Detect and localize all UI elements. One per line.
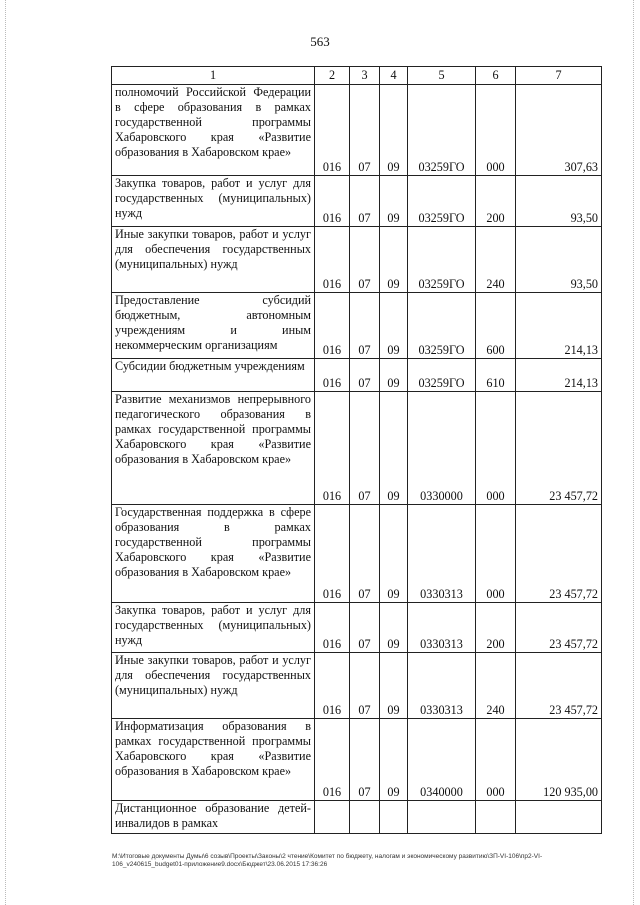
column-number-row — [112, 67, 602, 85]
amount-cell: 214,13 — [516, 293, 602, 359]
admin-code-cell — [315, 801, 350, 834]
section-cell: 07 — [350, 85, 380, 176]
section-cell: 07 — [350, 176, 380, 227]
row-name-cell: Предоставление субсидий бюджетным, автономным учреждениям и иным некоммерческим организациям — [112, 293, 315, 359]
admin-code-cell: 016 — [315, 392, 350, 505]
right-margin-line — [633, 0, 634, 905]
expense-type-cell: 200 — [476, 176, 516, 227]
expense-type-cell: 000 — [476, 505, 516, 603]
expense-type-cell: 000 — [476, 719, 516, 801]
admin-code-cell: 016 — [315, 719, 350, 801]
table-body — [112, 85, 602, 834]
amount-cell: 214,13 — [516, 359, 602, 392]
section-cell: 07 — [350, 359, 380, 392]
column-number: 5 — [408, 67, 476, 85]
column-number: 6 — [476, 67, 516, 85]
expense-type-cell: 200 — [476, 603, 516, 653]
column-number: 1 — [112, 67, 315, 85]
admin-code-cell: 016 — [315, 227, 350, 293]
table-row — [112, 505, 602, 603]
amount-cell: 23 457,72 — [516, 392, 602, 505]
section-cell: 07 — [350, 392, 380, 505]
section-cell: 07 — [350, 505, 380, 603]
table-row — [112, 293, 602, 359]
table-row — [112, 392, 602, 505]
target-article-cell: 03259ГО — [408, 359, 476, 392]
expense-type-cell: 610 — [476, 359, 516, 392]
section-cell: 07 — [350, 719, 380, 801]
admin-code-cell: 016 — [315, 85, 350, 176]
table-row — [112, 801, 602, 834]
expense-type-cell: 000 — [476, 392, 516, 505]
target-article-cell: 03259ГО — [408, 85, 476, 176]
section-cell: 07 — [350, 603, 380, 653]
table-row — [112, 603, 602, 653]
table-row — [112, 719, 602, 801]
row-name-cell: Иные закупки товаров, работ и услуг для обеспечения государственных (муниципальных) нужд — [112, 653, 315, 719]
left-margin-line — [5, 0, 6, 905]
amount-cell: 93,50 — [516, 227, 602, 293]
table-row — [112, 359, 602, 392]
amount-cell: 307,63 — [516, 85, 602, 176]
subsection-cell: 09 — [380, 359, 408, 392]
budget-table — [111, 66, 602, 834]
amount-cell: 23 457,72 — [516, 603, 602, 653]
column-number: 3 — [350, 67, 380, 85]
subsection-cell: 09 — [380, 603, 408, 653]
target-article-cell: 0330313 — [408, 603, 476, 653]
admin-code-cell: 016 — [315, 603, 350, 653]
row-name-cell: Закупка товаров, работ и услуг для государственных (муниципальных) нужд — [112, 603, 315, 653]
subsection-cell — [380, 801, 408, 834]
admin-code-cell: 016 — [315, 653, 350, 719]
subsection-cell: 09 — [380, 293, 408, 359]
column-number: 7 — [516, 67, 602, 85]
subsection-cell: 09 — [380, 505, 408, 603]
section-cell: 07 — [350, 653, 380, 719]
row-name-cell: полномочий Российской Федерации в сфере образования в рамках государственной программы Хабаровского края «Развитие образования в Хабаровском крае» — [112, 85, 315, 176]
section-cell — [350, 801, 380, 834]
subsection-cell: 09 — [380, 653, 408, 719]
expense-type-cell: 240 — [476, 227, 516, 293]
expense-type-cell: 600 — [476, 293, 516, 359]
subsection-cell: 09 — [380, 176, 408, 227]
row-name-cell: Дистанционное образование детей-инвалидов в рамках — [112, 801, 315, 834]
expense-type-cell — [476, 801, 516, 834]
admin-code-cell: 016 — [315, 359, 350, 392]
expense-type-cell: 000 — [476, 85, 516, 176]
admin-code-cell: 016 — [315, 505, 350, 603]
target-article-cell: 03259ГО — [408, 176, 476, 227]
target-article-cell: 03259ГО — [408, 293, 476, 359]
column-number: 4 — [380, 67, 408, 85]
target-article-cell: 0330000 — [408, 392, 476, 505]
amount-cell: 93,50 — [516, 176, 602, 227]
amount-cell: 23 457,72 — [516, 505, 602, 603]
table-row — [112, 176, 602, 227]
target-article-cell: 0330313 — [408, 653, 476, 719]
table-row — [112, 227, 602, 293]
subsection-cell: 09 — [380, 227, 408, 293]
page-number: 563 — [310, 34, 330, 49]
row-name-cell: Развитие механизмов непрерывного педагогического образования в рамках государственной программы Хабаровского края «Развитие образования в Хабаровском крае» — [112, 392, 315, 505]
table-row — [112, 653, 602, 719]
admin-code-cell: 016 — [315, 176, 350, 227]
subsection-cell: 09 — [380, 85, 408, 176]
target-article-cell — [408, 801, 476, 834]
amount-cell: 120 935,00 — [516, 719, 602, 801]
file-path-footer: M:\Итоговые документы Думы\6 созыв\Проекты\Законы\2 чтение\Комитет по бюджету, налогам и экономическому развитию\ЗП-VI-106\пр2-VI-106_v240615_budget01-приложение9.docx\Бюджет\23.06.2015 17:36:26 — [112, 853, 543, 868]
target-article-cell: 03259ГО — [408, 227, 476, 293]
row-name-cell: Иные закупки товаров, работ и услуг для обеспечения государственных (муниципальных) нужд — [112, 227, 315, 293]
target-article-cell: 0330313 — [408, 505, 476, 603]
amount-cell: 23 457,72 — [516, 653, 602, 719]
expense-type-cell: 240 — [476, 653, 516, 719]
subsection-cell: 09 — [380, 719, 408, 801]
target-article-cell: 0340000 — [408, 719, 476, 801]
row-name-cell: Государственная поддержка в сфере образования в рамках государственной программы Хабаровского края «Развитие образования в Хабаровском крае» — [112, 505, 315, 603]
column-number: 2 — [315, 67, 350, 85]
admin-code-cell: 016 — [315, 293, 350, 359]
table-row — [112, 85, 602, 176]
row-name-cell: Субсидии бюджетным учреждениям — [112, 359, 315, 392]
amount-cell — [516, 801, 602, 834]
section-cell: 07 — [350, 293, 380, 359]
row-name-cell: Информатизация образования в рамках государственной программы Хабаровского края «Развитие образования в Хабаровском крае» — [112, 719, 315, 801]
subsection-cell: 09 — [380, 392, 408, 505]
section-cell: 07 — [350, 227, 380, 293]
row-name-cell: Закупка товаров, работ и услуг для государственных (муниципальных) нужд — [112, 176, 315, 227]
